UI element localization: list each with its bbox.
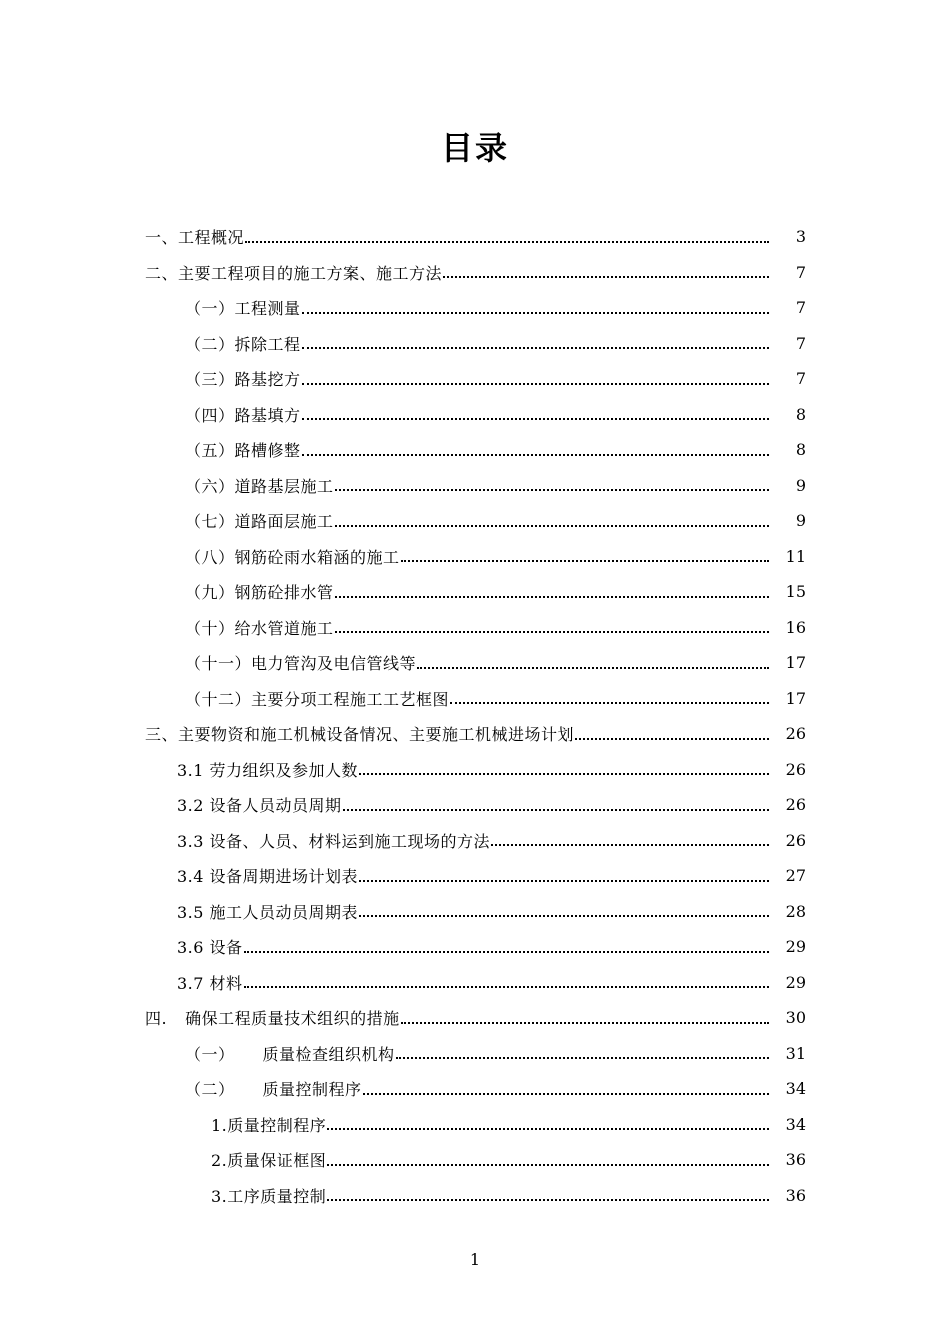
toc-page-number: 9 [795,475,806,495]
toc-dot-leader [359,866,769,886]
toc-entry[interactable] [0,1178,950,1214]
toc-dot-leader [302,298,769,318]
toc-entry-label: 3.1 劳力组织及参加人数 [177,760,359,780]
toc-page-number: 29 [785,972,806,992]
toc-page-number: 29 [785,937,806,957]
toc-page-number: 31 [785,1043,806,1063]
toc-dot-leader [335,582,769,602]
toc-dot-leader [327,1114,769,1134]
toc-entry[interactable] [0,1036,950,1072]
toc-page-number: 8 [795,404,806,424]
toc-entry[interactable] [0,361,950,397]
page-title: 目录 [440,129,509,167]
toc-dot-leader [244,972,769,992]
toc-page-number: 9 [795,511,806,531]
toc-dot-leader [401,546,769,566]
toc-entry-label: 3.5 施工人员动员周期表 [177,902,359,922]
toc-page-number: 16 [785,617,806,637]
toc-entry-label: 3.6 设备 [177,938,243,958]
toc-dot-leader [417,653,769,673]
toc-entry[interactable] [0,1000,950,1036]
toc-dot-leader [245,227,769,247]
toc-dot-leader [244,937,769,957]
toc-entry-label: 1.质量控制程序 [211,1115,327,1135]
toc-entry[interactable] [0,858,950,894]
toc-dot-leader [443,262,769,282]
toc-page-number: 36 [785,1185,806,1205]
toc-page-number: 34 [785,1114,806,1134]
toc-dot-leader [450,688,769,708]
toc-entry-label: （十一）电力管沟及电信管线等 [185,654,417,674]
toc-dot-leader [396,1043,769,1063]
toc-dot-leader [302,404,769,424]
toc-page-number: 34 [785,1079,806,1099]
toc-entry-text: 质量检查组织机构 [262,1044,395,1064]
toc-entry-text: 质量控制程序 [262,1080,362,1100]
toc-entry-text: 确保工程质量技术组织的措施 [185,1009,400,1029]
toc-entry[interactable] [0,397,950,433]
toc-entry-label: （七）道路面层施工 [185,512,334,532]
toc-dot-leader [327,1150,769,1170]
page-number: 1 [469,1250,481,1269]
toc-entry[interactable] [0,432,950,468]
toc-dot-leader [335,475,769,495]
toc-dot-leader [302,369,769,389]
toc-page-number: 26 [785,795,806,815]
toc-dot-leader [359,759,769,779]
toc-entry-label: 3.工序质量控制 [211,1186,327,1206]
toc-entry-label [145,1006,400,1029]
toc-page-number: 8 [795,440,806,460]
toc-page-number: 7 [795,262,806,282]
toc-entry[interactable] [0,503,950,539]
toc-entry[interactable] [0,716,950,752]
toc-entry[interactable] [0,681,950,717]
table-of-contents [0,219,950,1213]
toc-entry-label: （四）路基填方 [185,405,301,425]
toc-page-number: 3 [795,227,806,247]
toc-dot-leader [401,1008,769,1028]
toc-dot-leader [335,617,769,637]
toc-entry-label: 一、工程概况 [145,228,245,248]
toc-entry-label: （十）给水管道施工 [185,618,334,638]
toc-entry[interactable] [0,1107,950,1143]
toc-entry-label: （三）路基挖方 [185,370,301,390]
toc-entry[interactable] [0,290,950,326]
toc-entry[interactable] [0,787,950,823]
toc-entry[interactable] [0,255,950,291]
toc-entry-label: 二、主要工程项目的施工方案、施工方法 [145,263,443,283]
toc-entry[interactable] [0,752,950,788]
toc-dot-leader [302,440,769,460]
toc-dot-leader [343,795,769,815]
toc-entry[interactable] [0,929,950,965]
toc-entry[interactable] [0,965,950,1001]
toc-entry-label: 3.4 设备周期进场计划表 [177,867,359,887]
toc-page-number: 26 [785,830,806,850]
toc-entry-prefix: （二） [185,1080,235,1100]
toc-dot-leader [491,830,769,850]
toc-page-number: 30 [785,1008,806,1028]
toc-entry[interactable] [0,894,950,930]
toc-entry[interactable] [0,574,950,610]
toc-entry-label [185,1077,362,1100]
toc-page-number: 26 [785,759,806,779]
toc-entry-label: （五）路槽修整 [185,441,301,461]
toc-entry[interactable] [0,468,950,504]
toc-dot-leader [363,1079,769,1099]
toc-page-number: 28 [785,901,806,921]
toc-page-number: 17 [785,653,806,673]
toc-entry-label: 3.7 材料 [177,973,243,993]
toc-entry-label: （八）钢筋砼雨水箱涵的施工 [185,547,400,567]
toc-dot-leader [335,511,769,531]
toc-entry-label: （六）道路基层施工 [185,476,334,496]
toc-page-number: 27 [785,866,806,886]
toc-entry-label: 2.质量保证框图 [211,1151,327,1171]
toc-entry[interactable] [0,1142,950,1178]
toc-dot-leader [327,1185,769,1205]
toc-page-number: 7 [795,333,806,353]
toc-page-number: 17 [785,688,806,708]
toc-entry-label: （十二）主要分项工程施工工艺框图 [185,689,450,709]
toc-dot-leader [575,724,769,744]
toc-page-number: 36 [785,1150,806,1170]
toc-page-number: 11 [785,546,806,566]
toc-dot-leader [302,333,769,353]
toc-page-number: 26 [785,724,806,744]
toc-entry[interactable] [0,823,950,859]
toc-page-number: 15 [785,582,806,602]
toc-entry[interactable] [0,219,950,255]
toc-entry-label: 3.3 设备、人员、材料运到施工现场的方法 [177,831,491,851]
toc-page-number: 7 [795,369,806,389]
toc-entry-label: 三、主要物资和施工机械设备情况、主要施工机械进场计划 [145,725,575,745]
toc-entry[interactable] [0,610,950,646]
toc-entry-prefix: （一） [185,1044,235,1064]
toc-entry[interactable] [0,1071,950,1107]
toc-entry[interactable] [0,539,950,575]
toc-entry[interactable] [0,645,950,681]
toc-entry-label: （一）工程测量 [185,299,301,319]
toc-entry-label [185,1042,395,1065]
toc-entry-label: （二）拆除工程 [185,334,301,354]
toc-entry-label: 3.2 设备人员动员周期 [177,796,342,816]
toc-entry-prefix: 四. [145,1009,168,1029]
toc-page-number: 7 [795,298,806,318]
toc-dot-leader [359,901,769,921]
toc-entry-label: （九）钢筋砼排水管 [185,583,334,603]
toc-entry[interactable] [0,326,950,362]
